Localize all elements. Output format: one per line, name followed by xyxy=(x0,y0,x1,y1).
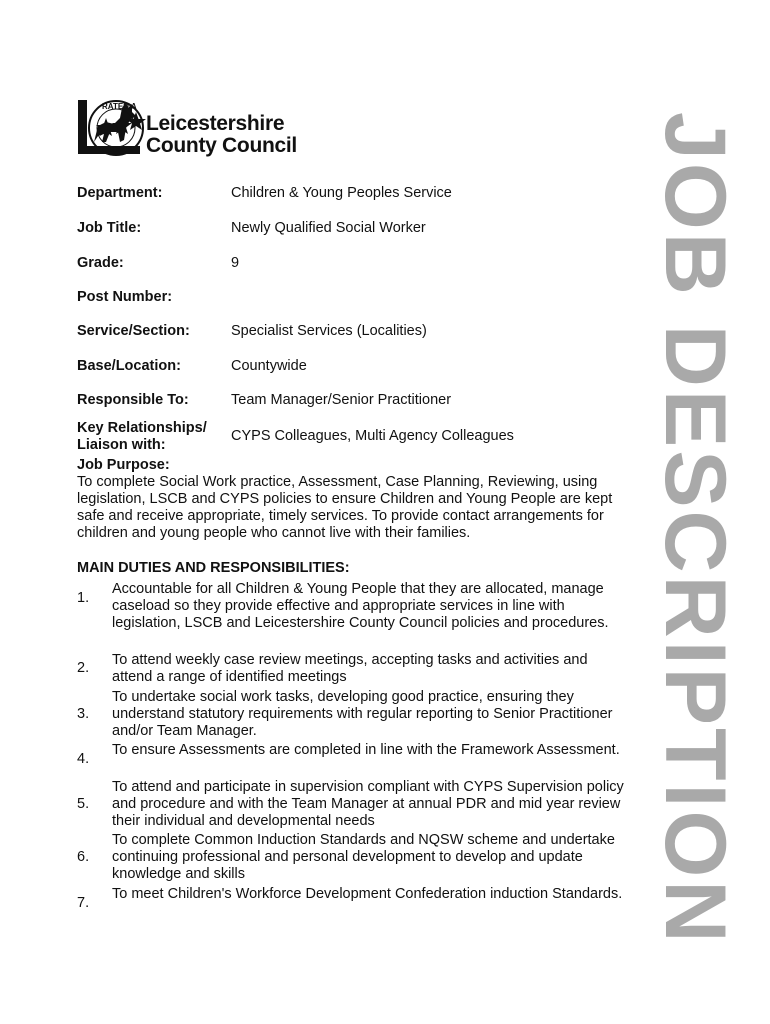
responsible-to-value: Team Manager/Senior Practitioner xyxy=(231,392,452,408)
duty-number: 7. xyxy=(77,895,90,911)
duty-number: 4. xyxy=(77,751,90,767)
duty-number: 2. xyxy=(77,660,90,676)
job-title-label: Job Title: xyxy=(77,220,142,236)
svg-text:RATED A: RATED A xyxy=(102,102,137,111)
duty-text: To meet Children's Workforce Development Confederation induction Standards. xyxy=(112,886,623,902)
job-purpose-text: To complete Social Work practice, Assessment, Case Planning, Reviewing, using legislation, LSCB and CYPS policies to ensure Children and Young People are kept safe and receive appropriate, timely services. To provide contact arrangements for children and young people who cannot live with their families. xyxy=(77,474,613,541)
base-location-label: Base/Location: xyxy=(77,358,181,374)
responsible-to-label: Responsible To: xyxy=(77,392,189,408)
rated-a-council-stamp xyxy=(76,96,156,160)
duty-number: 3. xyxy=(77,706,90,722)
svg-text:COUNCIL: COUNCIL xyxy=(102,147,134,154)
base-location-value: Countywide xyxy=(231,358,307,374)
logo-line-1: Leicestershire xyxy=(146,112,285,135)
key-relationships-label-line-1: Key Relationships/ xyxy=(77,420,207,436)
post-number-label: Post Number: xyxy=(77,289,173,305)
duty-number: 5. xyxy=(77,796,90,812)
key-relationships-label xyxy=(77,420,227,454)
service-section-value: Specialist Services (Localities) xyxy=(231,323,427,339)
service-section-label: Service/Section: xyxy=(77,323,190,339)
duty-number: 6. xyxy=(77,849,90,865)
duty-text: Accountable for all Children & Young People that they are allocated, manage caseload so they provide effective and appropriate services in line with legislation, LSCB and Leicestershire County Council policies and procedures. xyxy=(112,581,609,631)
key-relationships-value: CYPS Colleagues, Multi Agency Colleagues xyxy=(231,428,514,444)
job-title-value: Newly Qualified Social Worker xyxy=(231,220,426,236)
duty-number: 1. xyxy=(77,590,90,606)
duty-text: To ensure Assessments are completed in line with the Framework Assessment. xyxy=(112,742,620,758)
duty-text: To undertake social work tasks, developing good practice, ensuring they understand statutory requirements with regular reporting to Senior Practitioner and/or Team Manager. xyxy=(112,689,613,739)
department-label: Department: xyxy=(77,185,163,201)
grade-label: Grade: xyxy=(77,255,124,271)
banner-text: JOB DESCRIPTION xyxy=(647,112,743,946)
department-value: Children & Young Peoples Service xyxy=(231,185,452,201)
duties-heading: MAIN DUTIES AND RESPONSIBILITIES: xyxy=(77,560,350,576)
duty-text: To attend weekly case review meetings, accepting tasks and activities and attend a range of identified meetings xyxy=(112,652,588,685)
key-relationships-label-line-2: Liaison with: xyxy=(77,437,166,453)
job-purpose-heading: Job Purpose: xyxy=(77,457,170,473)
job-description-banner xyxy=(647,112,743,946)
council-logo xyxy=(76,96,376,166)
grade-value: 9 xyxy=(231,255,240,271)
duty-text: To attend and participate in supervision compliant with CYPS Supervision policy and procedure and with the Team Manager at annual PDR and mid year review their individual and developmental needs xyxy=(112,779,624,829)
duty-text: To complete Common Induction Standards and NQSW scheme and undertake continuing professional and personal development to develop and update knowledge and skills xyxy=(112,832,615,882)
logo-line-2: County Council xyxy=(146,134,297,157)
